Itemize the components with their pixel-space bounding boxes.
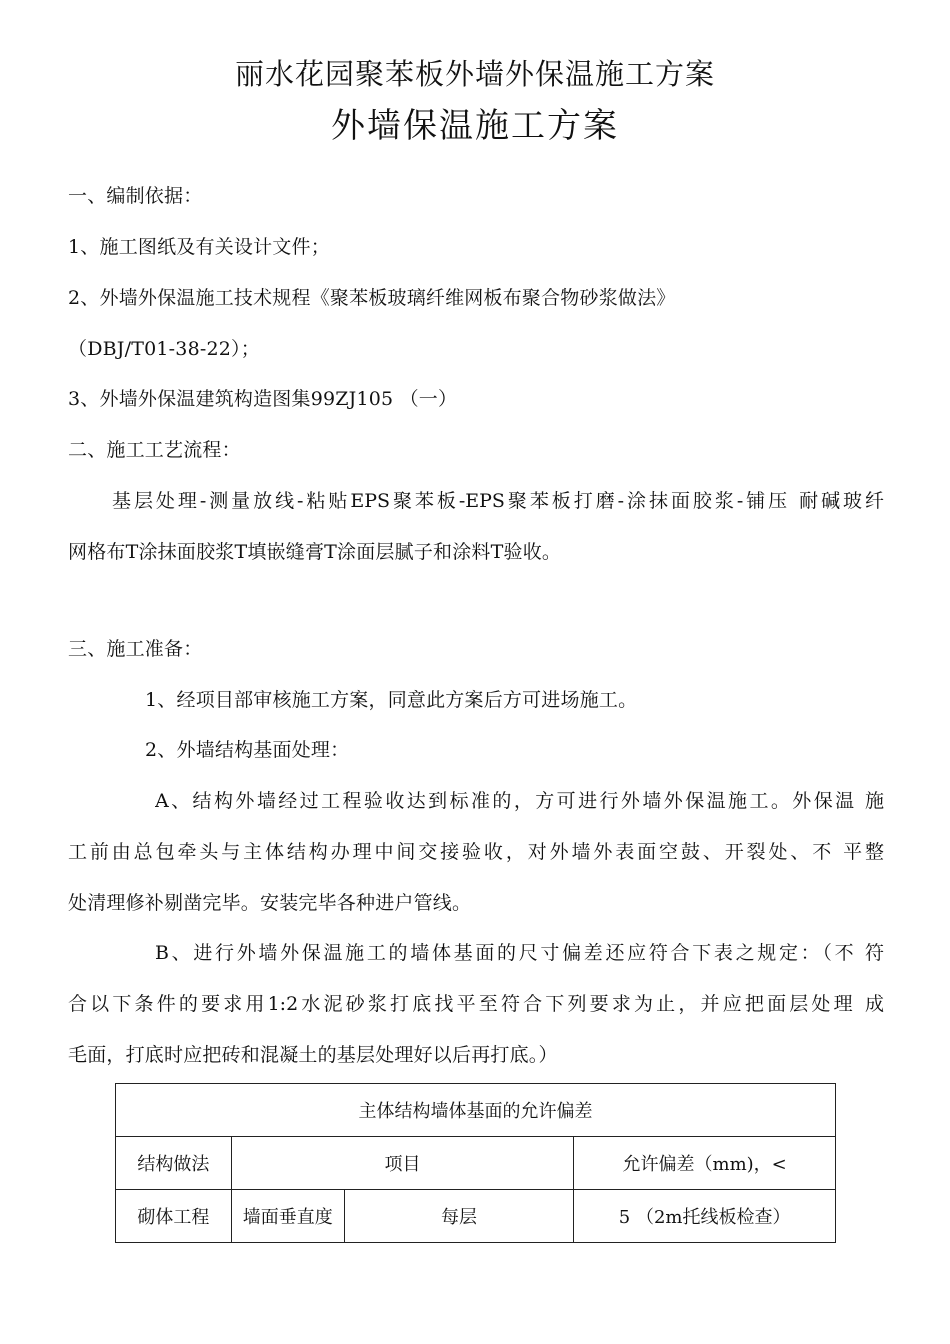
table-caption-row bbox=[116, 1084, 836, 1137]
document-title: 丽水花园聚苯板外墙外保温施工方案 bbox=[234, 57, 715, 91]
process-text-line-1: 基层处理-测量放线-粘贴EPS聚苯板-EPS聚苯板打磨-涂抹面胶浆-铺压 耐碱玻纤 bbox=[112, 490, 884, 512]
basis-item-1: 1、施工图纸及有关设计文件； bbox=[68, 236, 330, 258]
section-heading-basis: 一、编制依据： bbox=[68, 185, 203, 207]
header-structure: 结构做法 bbox=[116, 1137, 232, 1190]
prep-item-2: 2、外墙结构基面处理： bbox=[145, 739, 350, 761]
prep-item-1: 1、经项目部审核施工方案，同意此方案后方可进场施工。 bbox=[145, 689, 638, 711]
cell-tolerance: 5 （2m托线板检查） bbox=[574, 1190, 836, 1243]
table-caption: 主体结构墙体基面的允许偏差 bbox=[116, 1084, 836, 1137]
prep-B-line-3: 毛面，打底时应把砖和混凝土的基层处理好以后再打底。） bbox=[68, 1044, 558, 1066]
basis-item-2: 2、外墙外保温施工技术规程《聚苯板玻璃纤维网板布聚合物砂浆做法》 bbox=[68, 287, 676, 309]
process-text-line-2: 网格布T涂抹面胶浆T填嵌缝膏T涂面层腻子和涂料T验收。 bbox=[68, 541, 562, 563]
prep-B-line-1: B、进行外墙外保温施工的墙体基面的尺寸偏差还应符合下表之规定：（不 符 bbox=[155, 942, 884, 964]
section-heading-process: 二、施工工艺流程： bbox=[68, 439, 241, 461]
cell-structure: 砌体工程 bbox=[116, 1190, 232, 1243]
cell-scope: 每层 bbox=[344, 1190, 574, 1243]
prep-A-line-1: A、结构外墙经过工程验收达到标准的，方可进行外墙外保温施工。外保温 施 bbox=[155, 790, 884, 812]
basis-item-3: 3、外墙外保温建筑构造图集99ZJ105 （一） bbox=[68, 388, 458, 410]
table-row bbox=[116, 1190, 836, 1243]
header-tolerance: 允许偏差（mm)，< bbox=[574, 1137, 836, 1190]
table-header-row bbox=[116, 1137, 836, 1190]
prep-A-line-3: 处清理修补剔凿完毕。安装完毕各种进户管线。 bbox=[68, 892, 472, 914]
cell-item: 墙面垂直度 bbox=[231, 1190, 344, 1243]
basis-item-2-code: （DBJ/T01-38-22）； bbox=[68, 338, 260, 360]
document-subtitle: 外墙保温施工方案 bbox=[331, 106, 619, 146]
header-item: 项目 bbox=[231, 1137, 573, 1190]
deviation-table bbox=[115, 1083, 836, 1243]
prep-B-line-2: 合以下条件的要求用1:2水泥砂浆打底找平至符合下列要求为止，并应把面层处理 成 bbox=[68, 993, 884, 1015]
prep-A-line-2: 工前由总包牵头与主体结构办理中间交接验收，对外墙外表面空鼓、开裂处、不 平整 bbox=[68, 841, 884, 863]
section-heading-preparation: 三、施工准备： bbox=[68, 638, 203, 660]
